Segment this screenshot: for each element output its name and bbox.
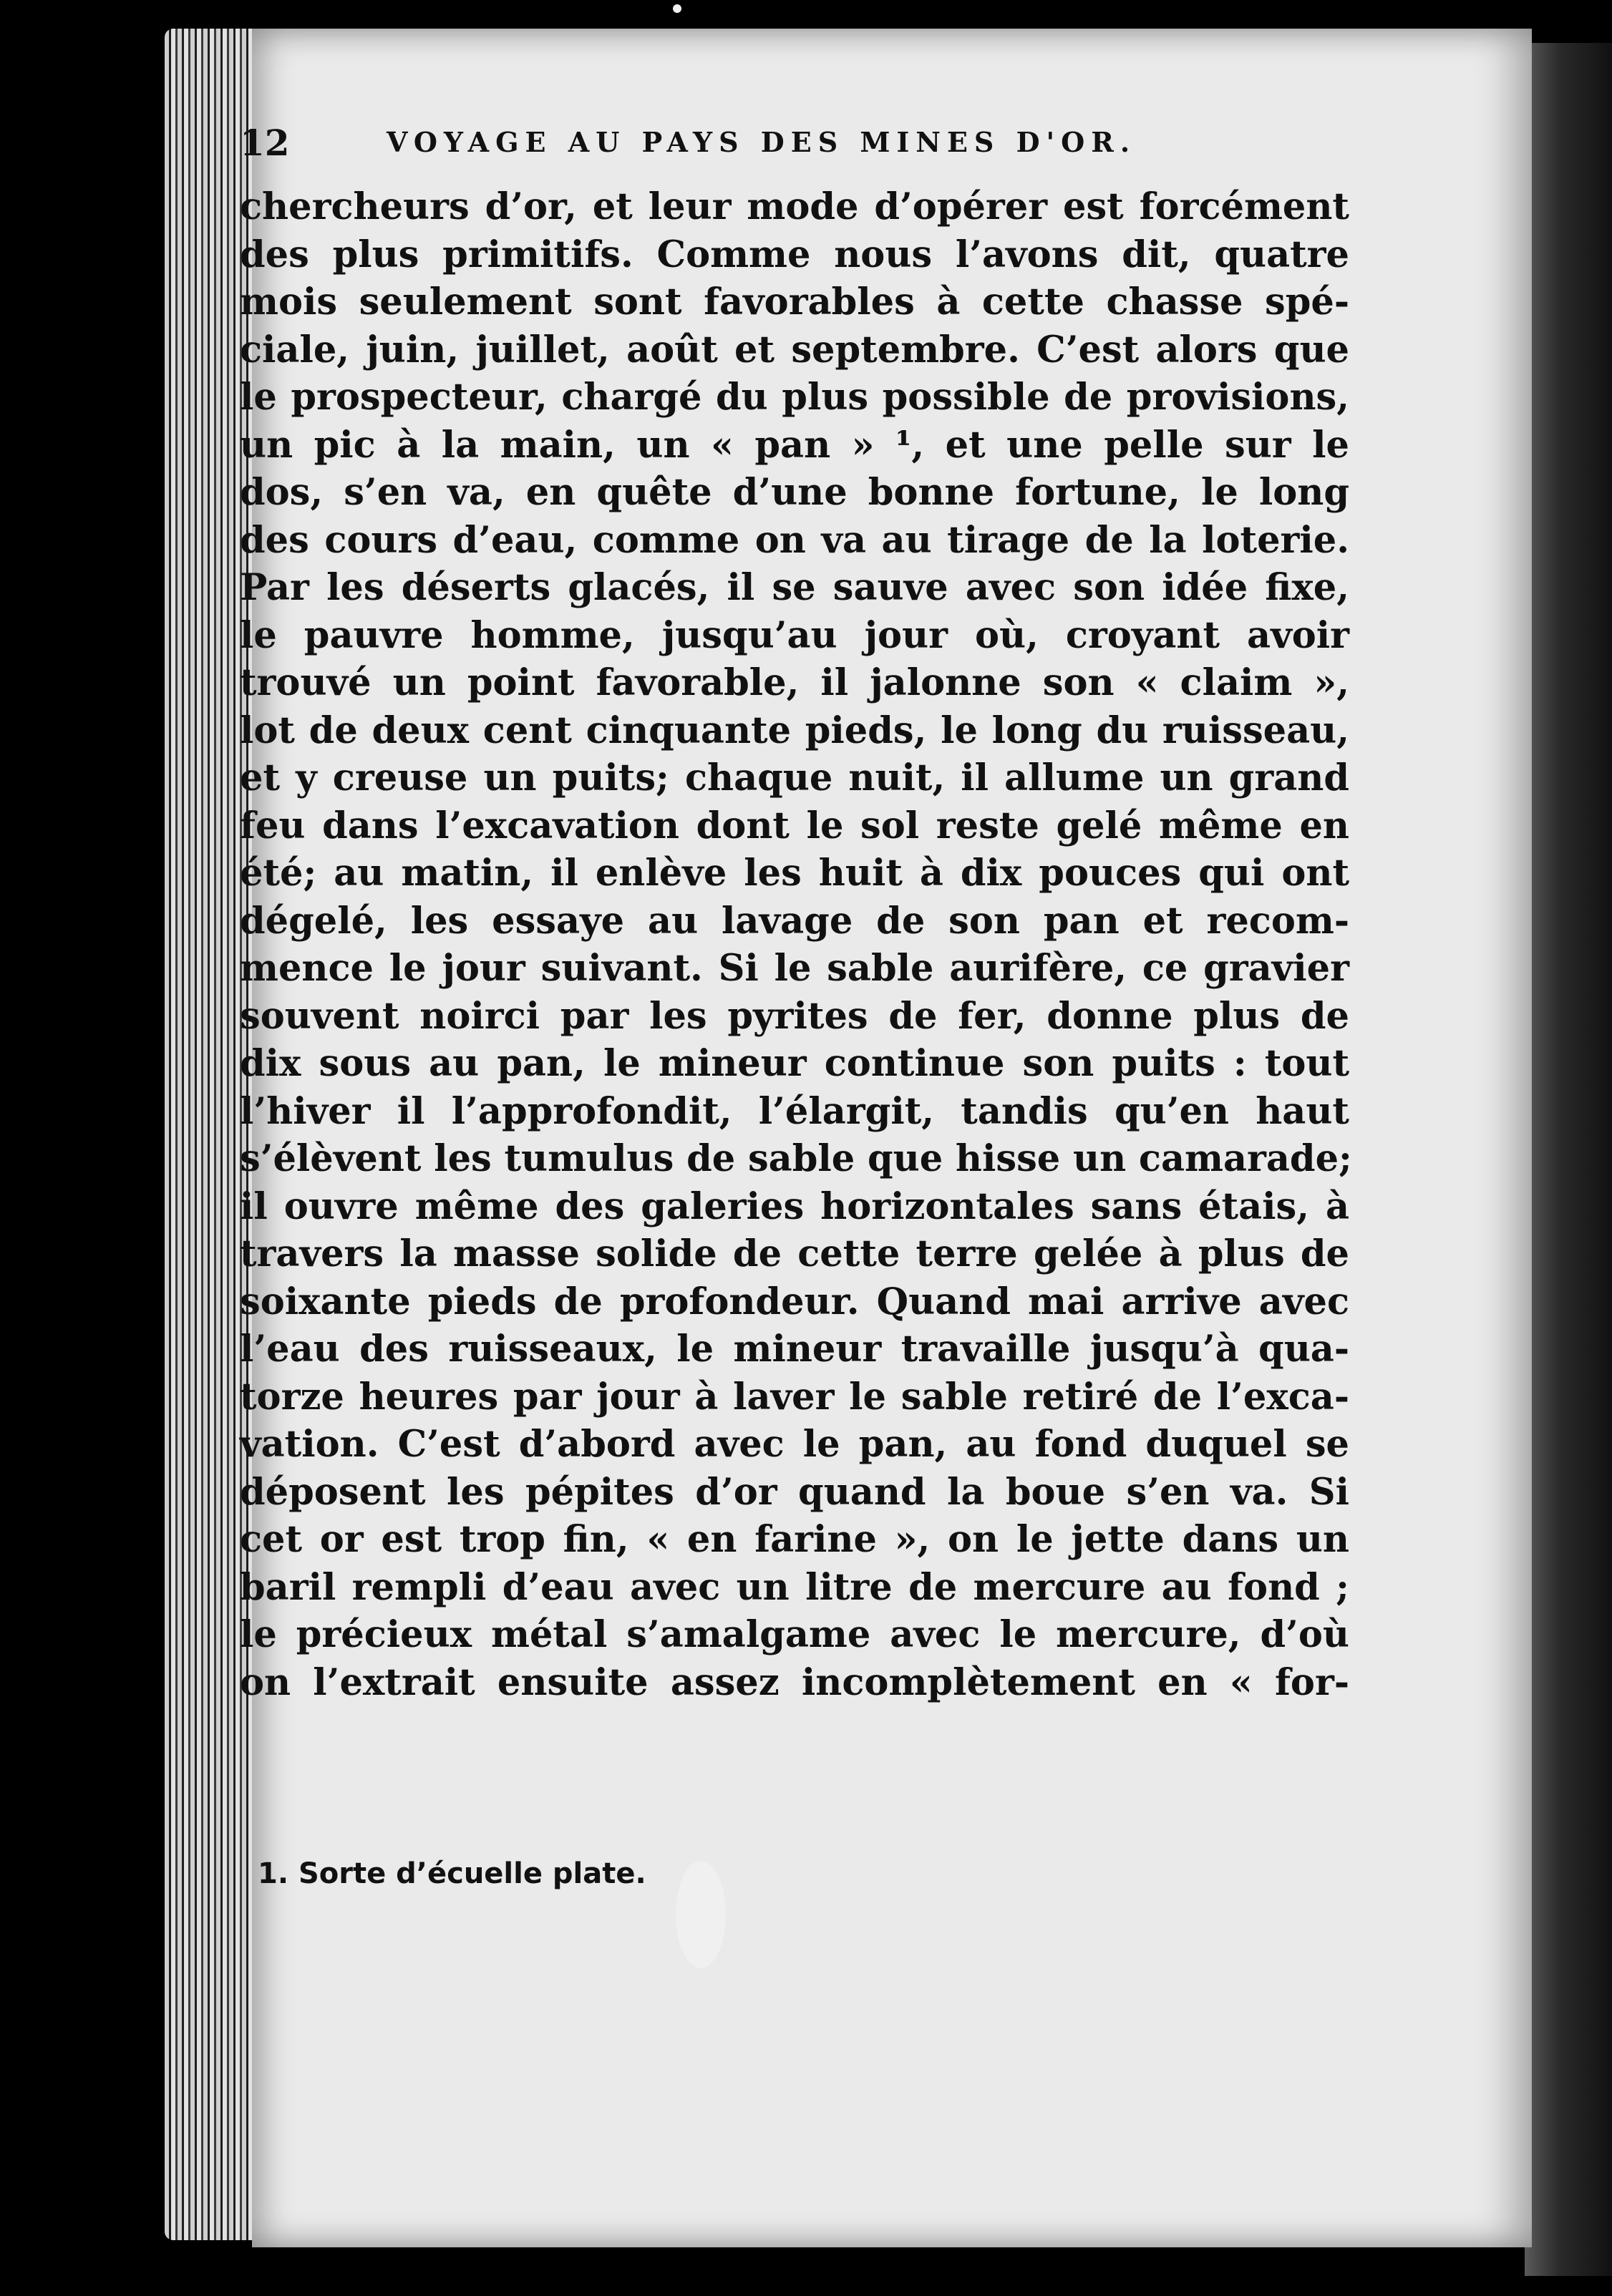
text-line: mence le jour suivant. Si le sable aurifère, ce gravier [240, 947, 1349, 990]
text-line: torze heures par jour à laver le sable retiré de l’exca- [240, 1375, 1349, 1419]
text-line: l’eau des ruisseaux, le mineur travaille jusqu’à qua- [240, 1328, 1349, 1371]
text-line: un pic à la main, un « pan » ¹, et une pelle sur le [240, 423, 1349, 467]
text-line: feu dans l’excavation dont le sol reste gelé même en [240, 804, 1349, 847]
text-line: le pauvre homme, jusqu’au jour où, croyant avoir [240, 613, 1349, 657]
text-line: dix sous au pan, le mineur continue son puits : tout [240, 1042, 1349, 1085]
text-line: Par les déserts glacés, il se sauve avec son idée fixe, [240, 566, 1349, 609]
text-line: travers la masse solide de cette terre gelée à plus de [240, 1232, 1349, 1275]
paper-speck [676, 1861, 726, 1968]
text-line: des plus primitifs. Comme nous l’avons dit, quatre [240, 233, 1349, 276]
text-line: dégelé, les essaye au lavage de son pan et recom- [240, 899, 1349, 943]
text-line: on l’extrait ensuite assez incomplètement en « for- [240, 1660, 1349, 1704]
text-line: déposent les pépites d’or quand la boue s’en va. Si [240, 1470, 1349, 1514]
text-line: le précieux métal s’amalgame avec le mercure, d’où [240, 1613, 1349, 1656]
body-text [240, 183, 1352, 1706]
text-line: ciale, juin, juillet, août et septembre. C’est alors que [240, 328, 1349, 371]
text-line: s’élèvent les tumulus de sable que hisse un camarade; [240, 1137, 1352, 1180]
text-line: des cours d’eau, comme on va au tirage de la loterie. [240, 518, 1349, 562]
text-line: et y creuse un puits; chaque nuit, il allume un grand [240, 757, 1349, 799]
text-line: l’hiver il l’approfondit, l’élargit, tandis qu’en haut [240, 1089, 1349, 1133]
running-header [240, 122, 1349, 172]
text-line: baril rempli d’eau avec un litre de mercure au fond ; [240, 1565, 1349, 1609]
text-line: vation. C’est d’abord avec le pan, au fond duquel se [240, 1423, 1349, 1466]
text-line: souvent noirci par les pyrites de fer, donne plus de [240, 994, 1349, 1038]
text-line: le prospecteur, chargé du plus possible de provisions, [240, 376, 1349, 419]
text-line: il ouvre même des galeries horizontales sans étais, à [240, 1185, 1349, 1228]
text-line: lot de deux cent cinquante pieds, le long du ruisseau, [240, 709, 1349, 752]
book-cover-edge [1525, 43, 1612, 2276]
text-line: été; au matin, il enlève les huit à dix pouces qui ont [240, 852, 1349, 895]
footnote: 1. Sorte d’écuelle plate. [258, 1857, 646, 1890]
text-line: mois seulement sont favorables à cette chasse spé- [240, 281, 1349, 324]
page-number: 12 [240, 122, 290, 164]
text-line: chercheurs d’or, et leur mode d’opérer est forcément [240, 185, 1349, 228]
text-line: trouvé un point favorable, il jalonne son « claim », [240, 661, 1349, 704]
text-line: cet or est trop fin, « en farine », on le jette dans un [240, 1518, 1349, 1561]
running-title: VOYAGE AU PAYS DES MINES D'OR. [387, 126, 1137, 158]
paper-speck [673, 4, 681, 13]
text-line: soixante pieds de profondeur. Quand mai arrive avec [240, 1280, 1349, 1323]
text-line: dos, s’en va, en quête d’une bonne fortune, le long [240, 471, 1349, 514]
